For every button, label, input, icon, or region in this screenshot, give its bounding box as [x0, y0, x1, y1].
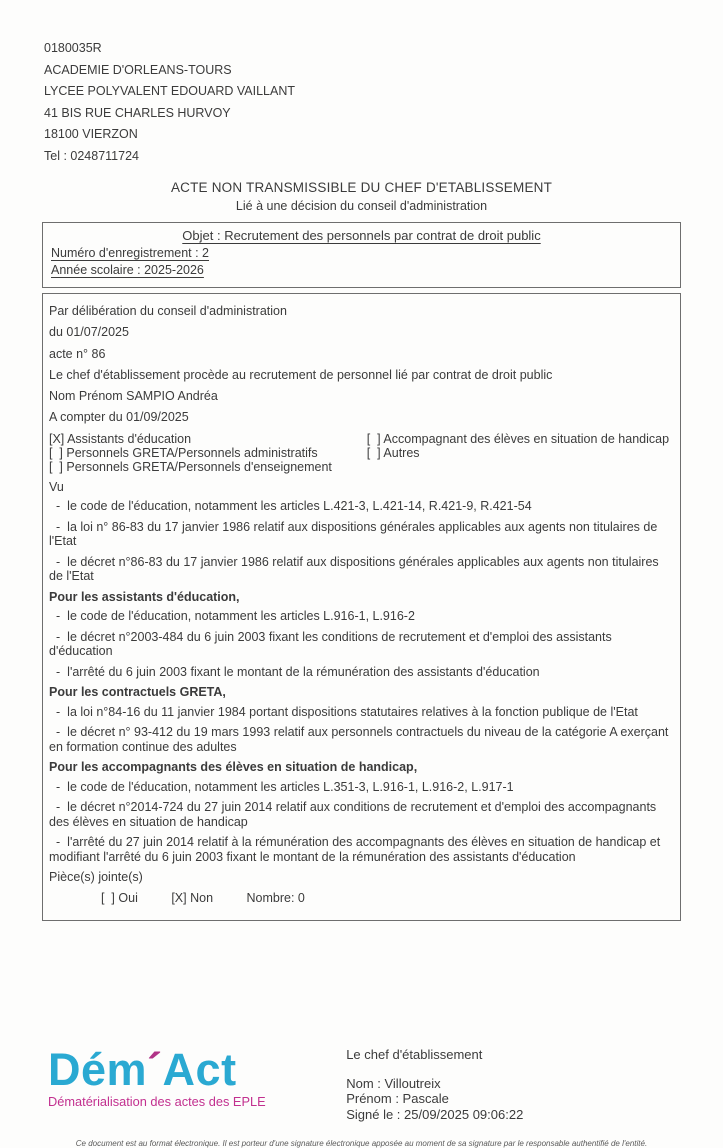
- personnel-type-checkboxes: [49, 432, 672, 474]
- checkbox-label: Assistants d'éducation: [67, 431, 192, 446]
- checkbox-assistants-education: [49, 432, 367, 446]
- deliberation-line: Par délibération du conseil d'administration: [49, 304, 287, 318]
- dash-bullet: -: [56, 499, 61, 514]
- dash-bullet: -: [56, 664, 61, 679]
- checkbox-greta-enseignement: [49, 460, 367, 474]
- dash-bullet: -: [56, 519, 61, 534]
- dash-bullet: -: [56, 629, 61, 644]
- section-item: - le code de l'éducation, notamment les articles L.916-1, L.916-2: [56, 609, 415, 624]
- academy-name: ACADEMIE D'ORLEANS-TOURS: [44, 62, 232, 77]
- demact-logo: [42, 1044, 333, 1122]
- attachments-options: [49, 891, 672, 906]
- dash-bullet: -: [56, 724, 61, 739]
- acte-number-line: acte n° 86: [49, 346, 106, 361]
- section-item: - l'arrêté du 27 juin 2014 relatif à la rémunération des accompagnants des élèves en situation de handicap et modifiant l'arrêté du 6 juin 2003 fixant le montant de la rémunération des assistants d'éducation: [49, 834, 661, 864]
- checkbox-label: Accompagnant des élèves en situation de handicap: [383, 431, 670, 446]
- object-box: [42, 222, 681, 288]
- signature-date: Signé le : 25/09/2025 09:06:22: [346, 1107, 524, 1123]
- main-content-box: [42, 293, 681, 921]
- checkbox-mark: [ ]: [366, 445, 381, 460]
- demact-logo-tagline: Dématérialisation des actes des EPLE: [48, 1094, 266, 1110]
- title-block: [0, 180, 723, 213]
- checkbox-mark: [ ]: [49, 459, 63, 474]
- checkbox-column-left: [49, 432, 367, 474]
- checkbox-mark: [ ]: [366, 431, 381, 446]
- checkbox-non: [171, 891, 213, 905]
- checkbox-label: Non: [190, 891, 214, 905]
- checkbox-autres: [367, 446, 672, 460]
- document-title: ACTE NON TRANSMISSIBLE DU CHEF D'ETABLISSEMENT: [170, 180, 553, 195]
- section-item: - la loi n°84-16 du 11 janvier 1984 portant dispositions statutaires relatives à la fonction publique de l'Etat: [56, 704, 638, 719]
- city-address: 18100 VIERZON: [44, 127, 138, 141]
- section-item: - le décret n°2003-484 du 6 juin 2003 fixant les conditions de recrutement et d'emploi des assistants d'éducation: [49, 629, 612, 659]
- employee-name-line: Nom Prénom SAMPIO Andréa: [49, 389, 218, 403]
- section-heading-accompagnants: Pour les accompagnants des élèves en situation de handicap,: [49, 759, 418, 774]
- section-item: - l'arrêté du 6 juin 2003 fixant le montant de la rémunération des assistants d'éducation: [56, 664, 540, 679]
- checkbox-label: Personnels GRETA/Personnels administratifs: [66, 445, 318, 460]
- street-address: 41 BIS RUE CHARLES HURVOY: [44, 105, 231, 120]
- vu-item: - la loi n° 86-83 du 17 janvier 1986 relatif aux dispositions générales applicables aux agents non titulaires de l'Etat: [49, 519, 658, 549]
- attachments-count: Nombre: 0: [246, 891, 305, 905]
- checkbox-mark: [X]: [171, 891, 187, 905]
- dash-bullet: -: [56, 609, 61, 624]
- logo-apostrophe: ´: [147, 1044, 163, 1096]
- start-date-line: A compter du 01/09/2025: [49, 410, 189, 425]
- checkbox-label: Autres: [383, 445, 420, 460]
- electronic-signature-disclaimer: Ce document est au format électronique. Il est porteur d'une signature électronique apposée au moment de sa signature par le responsable authentifié de l'entité.: [75, 1138, 648, 1148]
- deliberation-date-line: du 01/07/2025: [49, 325, 129, 340]
- checkbox-greta-administratifs: [49, 446, 367, 460]
- dash-bullet: -: [56, 834, 61, 849]
- object-line: Objet : Recrutement des personnels par contrat de droit public: [182, 228, 541, 243]
- checkbox-mark: [ ]: [49, 445, 63, 460]
- sender-address-block: [0, 0, 723, 167]
- establishment-code: 0180035R: [44, 41, 102, 55]
- recruitment-line: Le chef d'établissement procède au recrutement de personnel lié par contrat de droit public: [49, 367, 553, 382]
- signature-title: Le chef d'établissement: [346, 1047, 483, 1063]
- dash-bullet: -: [56, 799, 61, 814]
- section-heading-assistants: Pour les assistants d'éducation,: [49, 589, 240, 604]
- checkbox-oui: [101, 891, 138, 905]
- signature-firstname: Prénom : Pascale: [346, 1091, 449, 1107]
- signature-block: [333, 1047, 681, 1122]
- attachments-label: Pièce(s) jointe(s): [49, 869, 143, 884]
- signature-name: Nom : Villoutreix: [346, 1075, 441, 1091]
- footer: [42, 921, 681, 1122]
- dash-bullet: -: [56, 554, 61, 569]
- section-item: - le décret n°2014-724 du 27 juin 2014 relatif aux conditions de recrutement et d'emploi des accompagnants des élèves en situation de handicap: [49, 799, 657, 829]
- checkbox-label: Oui: [118, 891, 138, 905]
- section-heading-greta: Pour les contractuels GRETA,: [49, 684, 226, 699]
- checkbox-accompagnant-handicap: [367, 432, 672, 446]
- document-subtitle: Lié à une décision du conseil d'administration: [235, 199, 488, 213]
- checkbox-column-right: [367, 432, 672, 474]
- dash-bullet: -: [56, 704, 61, 719]
- registration-number-line: Numéro d'enregistrement : 2: [51, 246, 210, 260]
- checkbox-mark: [X]: [49, 431, 65, 446]
- checkbox-label: Personnels GRETA/Personnels d'enseignement: [66, 459, 332, 474]
- vu-item: - le décret n°86-83 du 17 janvier 1986 relatif aux dispositions générales applicables aux agents non titulaires de l'Etat: [49, 554, 659, 584]
- demact-logo-wordmark: Dém´Act: [48, 1044, 237, 1096]
- vu-item: - le code de l'éducation, notamment les articles L.421-3, L.421-14, R.421-9, R.421-54: [56, 499, 532, 514]
- school-year-line: Année scolaire : 2025-2026: [51, 263, 204, 277]
- section-item: - le code de l'éducation, notamment les articles L.351-3, L.916-1, L.916-2, L.917-1: [56, 779, 514, 794]
- vu-label: Vu: [49, 479, 64, 494]
- dash-bullet: -: [56, 779, 61, 794]
- phone-line: Tel : 0248711724: [44, 148, 139, 163]
- section-item: - le décret n° 93-412 du 19 mars 1993 relatif aux personnels contractuels du niveau de la catégorie A exerçant en formation continue des adultes: [49, 724, 669, 754]
- school-name: LYCEE POLYVALENT EDOUARD VAILLANT: [44, 84, 296, 98]
- checkbox-mark: [ ]: [101, 891, 115, 905]
